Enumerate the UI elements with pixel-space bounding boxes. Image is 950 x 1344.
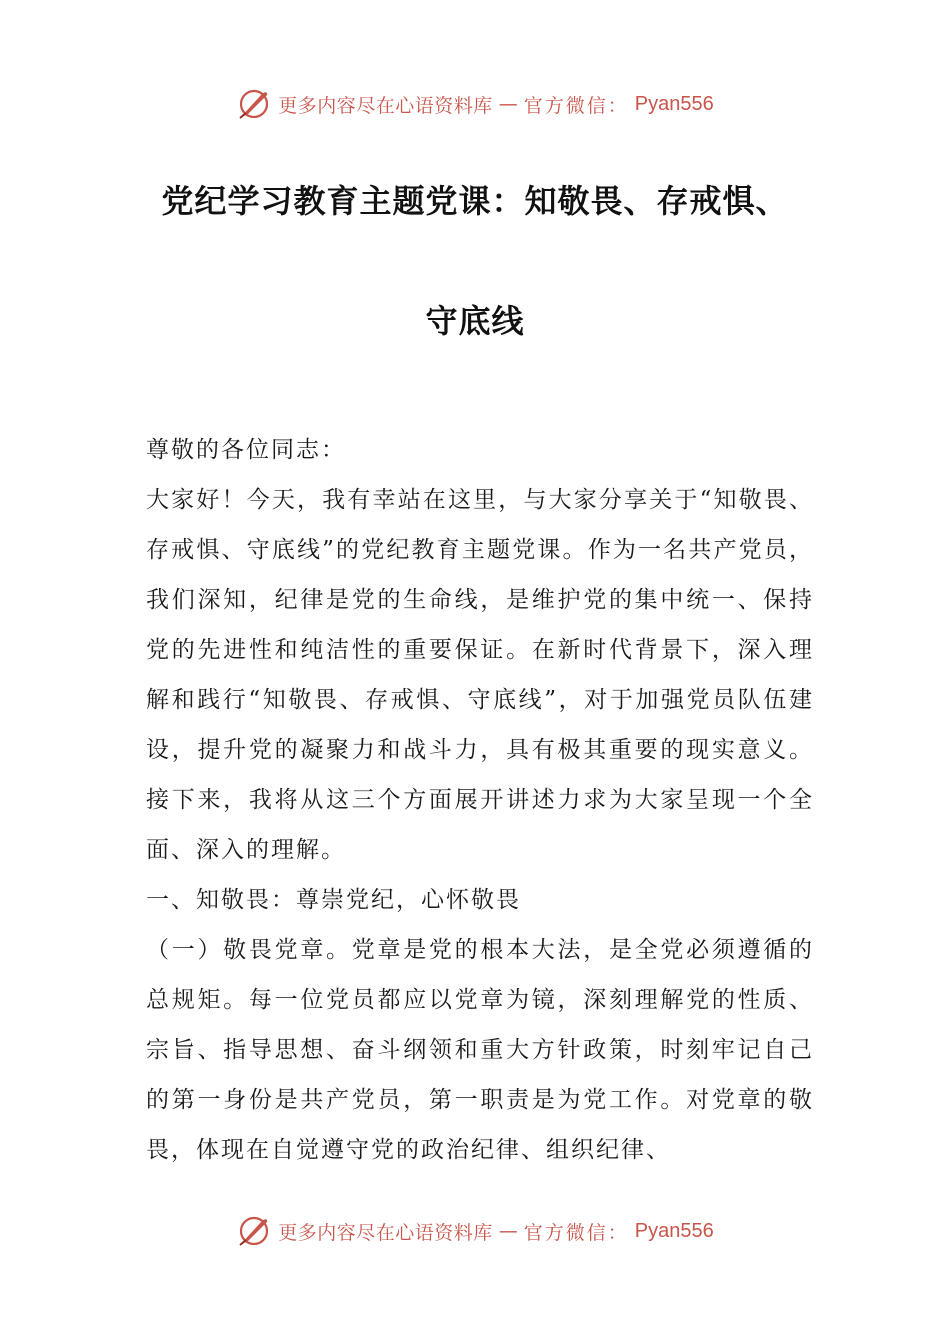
page-title-line1: 党纪学习教育主题党课：知敬畏、存戒惧、 <box>161 182 789 220</box>
watermark-wechat-id: Pyan556 <box>634 1219 714 1242</box>
watermark-site-text: 更多内容尽在心语资料库 <box>278 94 493 117</box>
quill-logo-icon <box>236 1213 272 1249</box>
watermark-dash: — <box>498 1220 518 1242</box>
watermark-wechat-label: 官方微信： <box>523 94 629 117</box>
intro-paragraph: 大家好！今天，我有幸站在这里，与大家分享关于“知敬畏、存戒惧、守底线”的党纪教育主题党课。作为一名共产党员，我们深知，纪律是党的生命线，是维护党的集中统一、保持党的先进性和纯洁性的重要保证。在新时代背景下，深入理解和践行“知敬畏、存戒惧、守底线”，对于加强党员队伍建设，提升党的凝聚力和战斗力，具有极其重要的现实意义。接下来，我将从这三个方面展开讲述力求为大家呈现一个全面、深入的理解。 <box>146 487 814 863</box>
quill-logo-icon <box>236 86 272 122</box>
watermark-footer <box>0 1211 950 1251</box>
section1-paragraph1: （一）敬畏党章。党章是党的根本大法，是全党必须遵循的总规矩。每一位党员都应以党章为镜，深刻理解党的性质、宗旨、指导思想、奋斗纲领和重大方针政策，时刻牢记自己的第一身份是共产党员，第一职责是为党工作。对党章的敬畏，体现在自觉遵守党的政治纪律、组织纪律、 <box>146 937 814 1163</box>
watermark-wechat-label: 官方微信： <box>523 1221 629 1244</box>
document-body <box>146 425 814 1175</box>
watermark-site-text: 更多内容尽在心语资料库 <box>278 1221 493 1244</box>
watermark-wechat-id: Pyan556 <box>634 92 714 115</box>
section1-heading: 一、知敬畏：尊崇党纪，心怀敬畏 <box>146 887 521 913</box>
watermark-header <box>0 84 950 124</box>
greeting-paragraph: 尊敬的各位同志： <box>146 437 346 463</box>
page-title-line2: 守底线 <box>425 302 525 340</box>
watermark-dash: — <box>498 93 518 115</box>
